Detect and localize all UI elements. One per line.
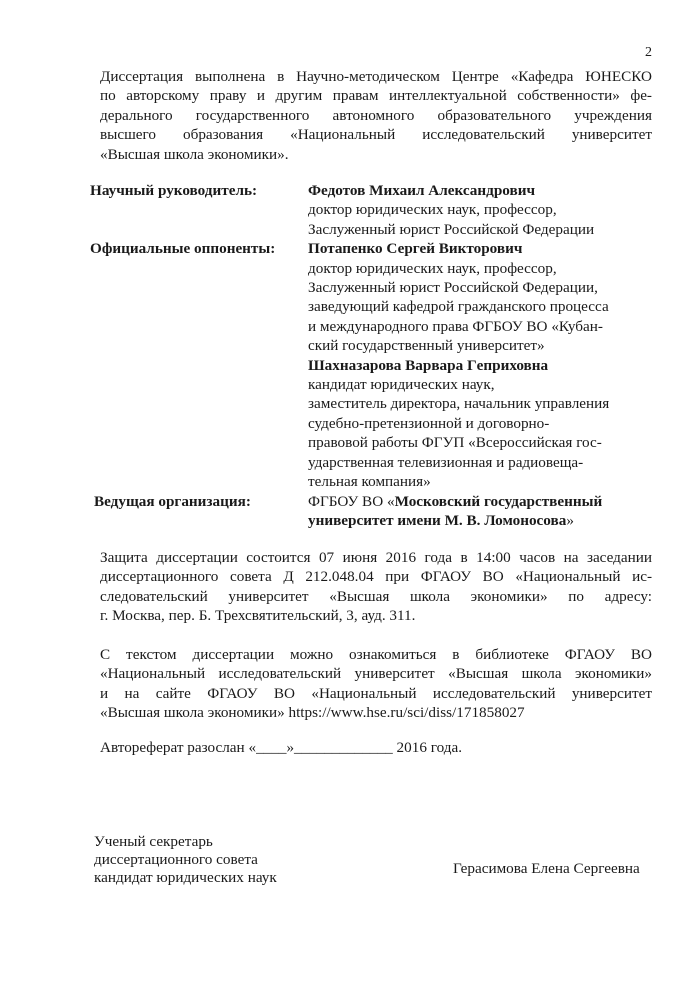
library-line: и на сайте ФГАОУ ВО «Национальный исследовательский университет [100,684,652,702]
opponent-1-name: Потапенко Сергей Викторович [308,240,523,258]
intro-line: «Высшая школа экономики». [100,145,289,163]
defense-line: следовательский университет «Высшая школа экономики» по адресу: [100,587,652,605]
leading-org-prefix: ФГБОУ ВО « [308,492,395,510]
leading-org-line-1 [308,492,650,511]
library-line: С текстом диссертации можно ознакомиться в библиотеке ФГАОУ ВО [100,646,652,663]
intro-line: дерального государственного автономного образовательного учреждения [100,106,652,124]
roles-block [90,181,650,530]
supervisor-details [308,181,650,239]
opponent-1-line: и международного права ФГБОУ ВО «Кубан- [308,317,603,335]
leading-org-line-2 [308,511,650,530]
intro-line: высшего образования «Национальный исследовательский университет [100,126,652,144]
opponent-1-line: Заслуженный юрист Российской Федерации, [308,279,598,297]
library-line: «Национальный исследовательский университет «Высшая школа экономики» [100,665,652,683]
library-line: «Высшая школа экономики» https://www.hse.ru/sci/diss/171858027 [100,704,525,722]
leading-org-row [90,492,650,531]
intro-line: по авторскому праву и другим правам интеллектуальной собственности» фе- [100,87,652,105]
secretary-title-line: Ученый секретарь [94,833,213,850]
library-paragraph [100,645,652,723]
opponent-2-line: правовой работы ФГУП «Всероссийская гос- [308,434,602,452]
sent-line: Автореферат разослан «____»_____________ 2016 года. [100,739,462,756]
opponent-2-line: судебно-претензионной и договорно- [308,414,550,432]
secretary-title-line: кандидат юридических наук [94,869,277,887]
opponents-label: Официальные оппоненты: [90,240,276,258]
leading-org-name-2: университет имени М. В. Ломоносова [308,511,567,529]
secretary-title-line: диссертационного совета [94,851,258,869]
page-number: 2 [645,45,652,60]
opponent-1-line: заведующий кафедрой гражданского процесса [308,298,609,316]
opponent-2-name: Шахназарова Варвара Гeприховна [308,356,549,374]
opponent-2-line: заместитель директора, начальник управления [308,395,610,413]
defense-line: г. Москва, пер. Б. Трехсвятительский, 3, ауд. 311. [100,607,416,625]
leading-org-suffix: » [566,511,574,529]
intro-line: Диссертация выполнена в Научно-методическом Центре «Кафедра ЮНЕСКО [100,68,652,85]
supervisor-line: доктор юридических наук, профессор, [308,201,557,219]
supervisor-row [90,181,650,239]
opponents-details [308,239,650,491]
opponent-2-line: тельная компания» [308,473,431,491]
opponent-1-line: ский государственный университет» [308,337,545,355]
leading-org-label: Ведущая организация: [94,492,251,510]
opponent-1-line: доктор юридических наук, профессор, [308,259,557,277]
secretary-block [94,833,354,888]
intro-paragraph [100,67,652,164]
opponents-row [90,239,650,491]
secretary-name: Герасимова Елена Сергеевна [453,860,640,877]
leading-org-name-1: Московский государственный [394,492,603,510]
defense-paragraph [100,548,652,626]
leading-org-details [308,492,650,531]
opponent-2-line: кандидат юридических наук, [308,376,495,394]
defense-line: Защита диссертации состоится 07 июня 2016 года в 14:00 часов на заседании [100,549,652,566]
supervisor-name: Федотов Михаил Александрович [308,182,536,199]
defense-line: диссертационного совета Д 212.048.04 при ФГАОУ ВО «Национальный ис- [100,568,652,586]
supervisor-line: Заслуженный юрист Российской Федерации [308,220,595,238]
opponent-2-line: ударственная телевизионная и радиовеща- [308,453,584,471]
supervisor-label: Научный руководитель: [90,182,258,199]
